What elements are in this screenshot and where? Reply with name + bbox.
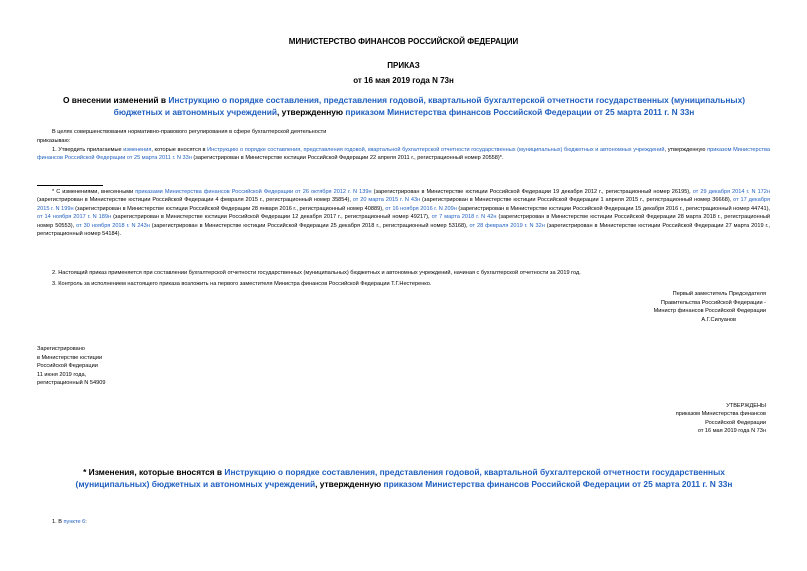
footnote-link[interactable]: от 28 февраля 2019 г. N 32н — [469, 222, 545, 229]
instruction-link[interactable]: Инструкцию о порядке составления, представления годовой, квартальной бухгалтерской отчетности государственных (муниципальных) бюджетных и автономных учреждений — [113, 95, 746, 117]
document-type: ПРИКАЗ — [387, 61, 420, 70]
instruction-link[interactable]: Инструкцию о порядке составления, представления годовой, квартальной бухгалтерской отчетности государственных (муниципальных) бюджетных и автономных учреждений — [207, 147, 665, 153]
footnote-link[interactable]: от 14 ноября 2017 г. N 189н — [37, 214, 112, 221]
title-text: , утвержденную — [277, 106, 346, 117]
registration-line: Зарегистрировано — [37, 346, 85, 352]
registration-line: в Министерстве юстиции — [37, 354, 103, 361]
footnote-text: * С изменениями, внесенными — [52, 189, 136, 195]
footnote-text: (зарегистрирован в Министерстве юстиции Российской Федерации 15 декабря 2016 г., регистрационный номер 44741), — [456, 205, 770, 212]
item-3: 3. Контроль за исполнением настоящего приказа возложить на первого заместителя Министра финансов Российской Федерации Т.Г.Нестеренко. — [52, 281, 432, 287]
item-text: , утвержденную — [664, 147, 708, 153]
order-link[interactable]: приказом Министерства финансов Российской Федерации от 25 марта 2011 г. N 33н — [345, 106, 695, 117]
footnote-link[interactable]: от 17 декабря 2015 г. N 199н — [37, 197, 771, 212]
signature-line: Правительства Российской Федерации - — [660, 299, 766, 306]
footnote-divider — [37, 185, 103, 186]
item-1 — [37, 146, 770, 163]
item-2: 2. Настоящий приказ применяется при составлении бухгалтерской отчетности государственных (муниципальных) бюджетных и автономных учреждений, начиная с бухгалтерской отчетности за 2019 год. — [52, 270, 581, 276]
title-text: * Изменения, которые вносятся в — [83, 467, 225, 477]
footnote-link[interactable]: от 20 марта 2015 г. N 43н — [352, 197, 421, 204]
document-title — [52, 95, 756, 119]
instruction-link[interactable]: Инструкцию о порядке составления, представления годовой, квартальной бухгалтерской отчетности государственных (муниципальных) бюджетных и автономных учреждений — [75, 467, 725, 489]
order-link[interactable]: приказом Министерства финансов Российской Федерации от 25 марта 2011 г. N 33н — [37, 147, 770, 162]
approval-line: УТВЕРЖДЕНЫ — [726, 403, 766, 409]
registration-line: 11 июня 2019 года, — [37, 371, 87, 378]
footnote-text: (зарегистрирован в Министерстве юстиции Российской Федерации 27 марта 2019 г., регистрационный номер 54184). — [37, 222, 770, 238]
signature-line: Министр финансов Российской Федерации — [653, 308, 766, 315]
signatory-name: А.Г.Силуанов — [701, 316, 736, 323]
document-date: от 16 мая 2019 года N 73н — [353, 76, 454, 85]
footnote-link[interactable]: от 16 ноября 2016 г. N 209н — [385, 205, 457, 212]
footnote-text: (зарегистрирован в Министерстве юстиции Российской Федерации 4 февраля 2015 г., регистрационный номер 35854), — [37, 197, 353, 204]
approval-line: приказом Министерства финансов — [675, 411, 766, 418]
footnote-text: (зарегистрирован в Министерстве юстиции Российской Федерации 1 апреля 2015 г., регистрационный номер 36668), — [420, 197, 734, 204]
intro-decree: приказываю: — [37, 138, 71, 144]
title-text: , утвержденную — [315, 478, 384, 489]
signature-line: Первый заместитель Председателя — [672, 291, 766, 297]
item-text: (зарегистрирован в Министерстве юстиции Российской Федерации 22 апреля 2011 г., регистрационный номер 20558)*. — [191, 155, 504, 162]
footnote-link[interactable]: от 29 декабря 2014 г. N 172н — [692, 189, 770, 195]
footnote-link[interactable]: от 30 ноября 2018 г. N 243н — [76, 222, 150, 229]
point-text: 1. В — [52, 519, 64, 525]
ministry-heading: МИНИСТЕРСТВО ФИНАНСОВ РОССИЙСКОЙ ФЕДЕРАЦИИ — [288, 37, 519, 46]
changes-title — [52, 467, 756, 491]
changes-link[interactable]: изменения — [123, 147, 152, 153]
paragraph-6-link[interactable]: пункте 6 — [63, 519, 86, 525]
footnote-text: (зарегистрирован в Министерстве юстиции Российской Федерации 28 января 2016 г., регистрационный номер 40889), — [73, 205, 386, 212]
approval-line: от 16 мая 2019 года N 73н — [697, 428, 766, 435]
item-text: 1. Утвердить прилагаемые — [52, 147, 124, 153]
intro-paragraph: В целях совершенствования нормативно-правового регулирования в сфере бухгалтерской деятельности — [52, 129, 327, 135]
title-text: О внесении изменений в — [62, 95, 169, 105]
footnote-link[interactable]: приказами Министерства финансов Российской Федерации от 26 октября 2012 г. N 139н — [135, 189, 372, 195]
signature-block — [566, 290, 766, 324]
approval-line: Российской Федерации — [705, 419, 766, 426]
footnote-text: (зарегистрирован в Министерстве юстиции Российской Федерации 19 декабря 2012 г., регистрационный номер 26195), — [371, 189, 693, 195]
approval-block — [566, 402, 766, 436]
point-1 — [52, 519, 87, 525]
order-link[interactable]: приказом Министерства финансов Российской Федерации от 25 марта 2011 г. N 33н — [383, 478, 733, 489]
footnote — [37, 188, 770, 238]
registration-block — [37, 345, 237, 388]
footnote-text: (зарегистрирован в Министерстве юстиции Российской Федерации 25 декабря 2018 г., регистрационный номер 53168), — [149, 222, 470, 229]
registration-line: регистрационный N 54909 — [37, 380, 106, 387]
footnote-link[interactable]: от 7 марта 2018 г. N 42н — [431, 214, 497, 221]
item-text: , которые вносятся в — [151, 147, 208, 153]
footnote-text: (зарегистрирован в Министерстве юстиции Российской Федерации 12 декабря 2017 г., регистрационный номер 49217), — [111, 214, 432, 221]
registration-line: Российской Федерации — [37, 363, 98, 370]
point-text: : — [85, 519, 87, 525]
footnote-text: (зарегистрирован в Министерстве юстиции Российской Федерации 28 марта 2018 г., регистрационный номер 50553), — [37, 214, 770, 229]
